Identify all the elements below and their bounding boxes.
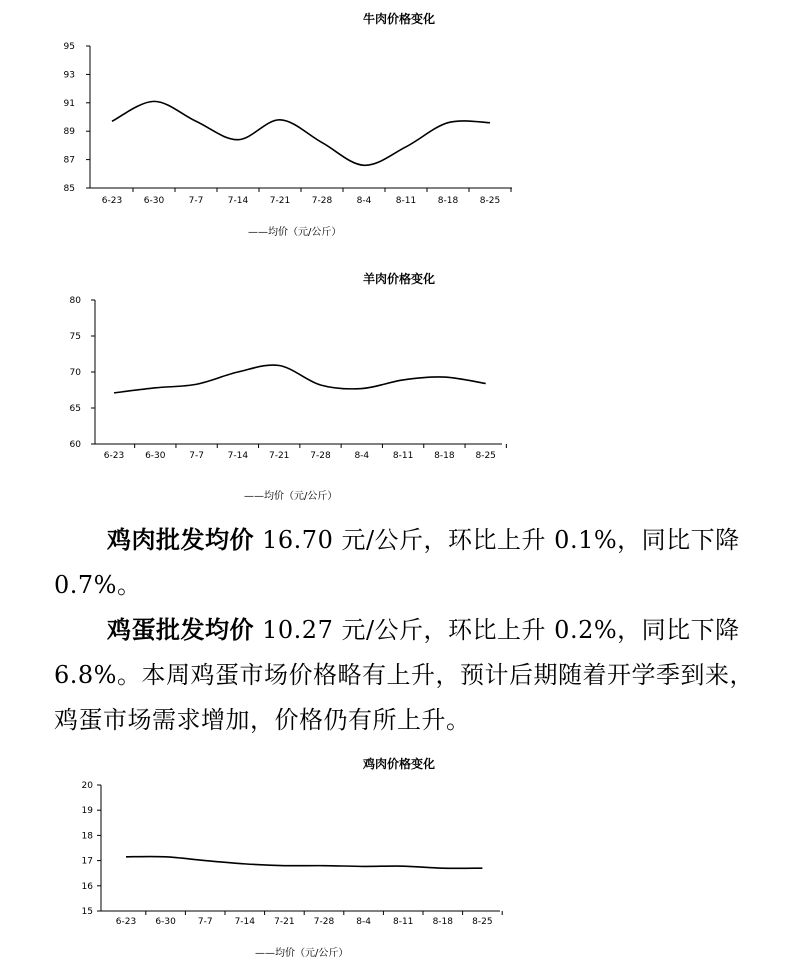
x-tick-label: 8-25 (475, 451, 496, 461)
y-tick-label: 91 (63, 98, 75, 109)
x-tick-label: 7-7 (197, 917, 213, 927)
chicken-chart-title: 鸡肉价格变化 (362, 757, 435, 771)
x-tick-label: 6-30 (155, 917, 176, 927)
chicken-price-chart (0, 770, 798, 970)
x-tick-label: 8-18 (432, 917, 454, 927)
y-tick-label: 75 (69, 332, 81, 342)
x-tick-label: 7-21 (269, 196, 291, 206)
x-tick-label: 8-25 (472, 917, 493, 927)
y-tick-label: 16 (81, 881, 93, 892)
x-tick-label: 7-7 (189, 451, 204, 461)
x-tick-label: 6-30 (145, 451, 166, 461)
series-line (126, 857, 482, 869)
y-tick-label: 95 (63, 42, 75, 52)
mutton-chart-legend: ——均价（元/公斤） (244, 491, 338, 502)
beef-chart-title: 牛肉价格变化 (362, 12, 435, 26)
mutton-chart-title: 羊肉价格变化 (362, 272, 435, 286)
x-tick-label: 8-11 (395, 196, 417, 206)
y-tick-label: 65 (69, 404, 81, 414)
x-tick-label: 7-21 (268, 451, 290, 461)
egg-paragraph-lead: 鸡蛋批发均价 (107, 616, 254, 644)
x-tick-label: 7-14 (227, 451, 249, 461)
x-tick-label: 6-23 (101, 196, 123, 206)
x-tick-label: 8-18 (434, 451, 455, 461)
series-line (114, 365, 486, 393)
y-tick-label: 15 (81, 907, 93, 917)
mutton-price-chart (0, 260, 798, 500)
chicken-wholesale-paragraph (54, 518, 754, 608)
x-tick-label: 7-21 (274, 917, 295, 927)
x-tick-label: 6-23 (103, 451, 125, 461)
x-tick-label: 8-18 (437, 196, 459, 206)
y-tick-label: 19 (81, 806, 93, 817)
x-tick-label: 6-23 (115, 917, 137, 927)
x-tick-label: 7-28 (310, 451, 331, 461)
x-tick-label: 7-7 (188, 196, 204, 206)
chicken-paragraph-lead: 鸡肉批发均价 (107, 526, 254, 554)
egg-wholesale-paragraph (54, 608, 754, 743)
y-tick-label: 18 (81, 831, 93, 842)
chicken-chart-legend: ——均价（元/公斤） (255, 948, 349, 959)
y-tick-label: 89 (63, 127, 75, 138)
y-tick-label: 85 (63, 184, 75, 194)
x-tick-label: 7-14 (234, 917, 256, 927)
series-line (112, 101, 490, 165)
beef-chart-legend: ——均价（元/公斤） (248, 227, 342, 238)
x-tick-label: 8-4 (354, 451, 370, 461)
x-tick-label: 8-11 (392, 451, 414, 461)
x-tick-label: 7-28 (313, 917, 335, 927)
y-tick-label: 20 (81, 781, 93, 791)
y-tick-label: 87 (63, 155, 75, 166)
x-tick-label: 8-11 (392, 917, 414, 927)
egg-paragraph-text: 10.27 元/公斤，环比上升 0.2%，同比下降 6.8%。本周鸡蛋市场价格略有上升，预计后期随着开学季到来，鸡蛋市场需求增加，价格仍有所上升。 (54, 616, 754, 734)
x-tick-label: 8-4 (356, 196, 372, 206)
y-tick-label: 93 (63, 70, 75, 81)
x-tick-label: 7-28 (311, 196, 333, 206)
beef-price-chart (0, 0, 798, 240)
x-tick-label: 7-14 (227, 196, 249, 206)
x-tick-label: 6-30 (143, 196, 165, 206)
y-tick-label: 17 (81, 856, 93, 867)
y-tick-label: 80 (69, 296, 81, 306)
y-tick-label: 70 (69, 368, 81, 378)
chicken-paragraph-text: 16.70 元/公斤，环比上升 0.1%，同比下降 0.7%。 (54, 526, 740, 599)
x-tick-label: 8-25 (479, 196, 501, 206)
y-tick-label: 60 (69, 440, 81, 450)
x-tick-label: 8-4 (356, 917, 371, 927)
